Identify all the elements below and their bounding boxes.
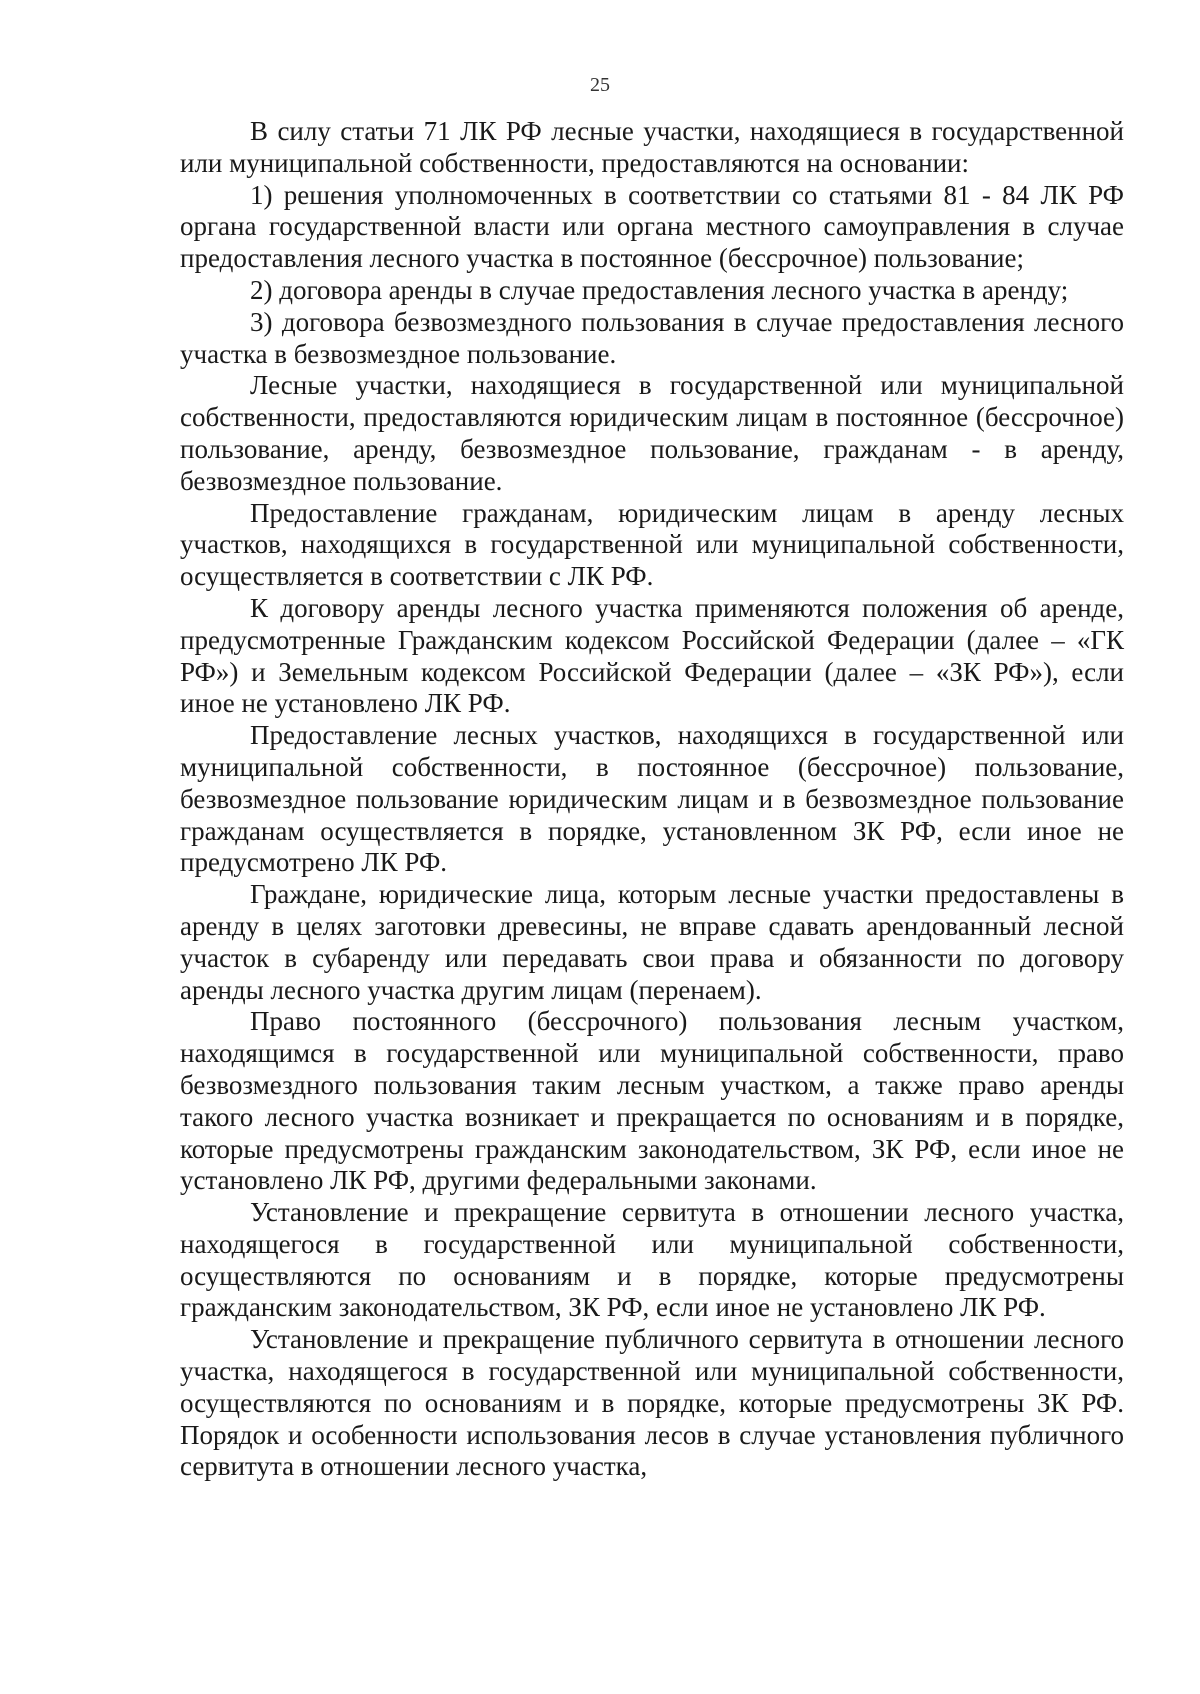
paragraph-permanent-use: Предоставление лесных участков, находящихся в государственной или муниципальной собственности, в постоянное (бессрочное) пользование, безвозмездное пользование юридическим лицам и в безвозмездное пользование гражданам осуществляется в порядке, установленном ЗК РФ, если иное не предусмотрено ЛК РФ. [180, 720, 1124, 878]
paragraph-item-3: 3) договора безвозмездного пользования в случае предоставления лесного участка в безвозмездное пользование. [180, 306, 1124, 369]
paragraph-right-of-use: Право постоянного (бессрочного) пользования лесным участком, находящимся в государственной или муниципальной собственности, право безвозмездного пользования таким лесным участком, а также право аренды такого лесного участка возникает и прекращается по основаниям и в порядке, которые предусмотрены гражданским законодательством, ЗК РФ, если иное не установлено ЛК РФ, другими федеральными законами. [180, 1006, 1124, 1196]
paragraph-forest-plots: Лесные участки, находящиеся в государственной или муниципальной собственности, предоставляются юридическим лицам в постоянное (бессрочное) пользование, аренду, безвозмездное пользование, гражданам - в аренду, безвозмездное пользование. [180, 370, 1124, 496]
document-body [180, 116, 1124, 1483]
paragraph-sublease: Граждане, юридические лица, которым лесные участки предоставлены в аренду в целях заготовки древесины, не вправе сдавать арендованный лесной участок в субаренду или передавать свои права и обязанности по договору аренды лесного участка другим лицам (перенаем). [180, 879, 1124, 1005]
paragraph-public-servitude: Установление и прекращение публичного сервитута в отношении лесного участка, находящегося в государственной или муниципальной собственности, осуществляются по основаниям и в порядке, которые предусмотрены ЗК РФ. Порядок и особенности использования лесов в случае установления публичного сервитута в отношении лесного участка, [180, 1324, 1124, 1482]
paragraph-lease-provision: Предоставление гражданам, юридическим лицам в аренду лесных участков, находящихся в государственной или муниципальной собственности, осуществляется в соответствии с ЛК РФ. [180, 497, 1124, 592]
page-number: 25 [590, 74, 610, 96]
paragraph-lease-contract: К договору аренды лесного участка применяются положения об аренде, предусмотренные Гражданским кодексом Российской Федерации (далее – «ГК РФ») и Земельным кодексом Российской Федерации (далее – «ЗК РФ»), если иное не установлено ЛК РФ. [180, 592, 1124, 719]
paragraph-item-1: 1) решения уполномоченных в соответствии со статьями 81 - 84 ЛК РФ органа государственной власти или органа местного самоуправления в случае предоставления лесного участка в постоянное (бессрочное) пользование; [180, 179, 1124, 274]
paragraph-article-71: В силу статьи 71 ЛК РФ лесные участки, находящиеся в государственной или муниципальной собственности, предоставляются на основании: [180, 116, 1124, 178]
paragraph-item-2: 2) договора аренды в случае предоставления лесного участка в аренду; [250, 274, 1069, 305]
paragraph-servitude: Установление и прекращение сервитута в отношении лесного участка, находящегося в государственной или муниципальной собственности, осуществляются по основаниям и в порядке, которые предусмотрены гражданским законодательством, ЗК РФ, если иное не установлено ЛК РФ. [180, 1197, 1124, 1323]
